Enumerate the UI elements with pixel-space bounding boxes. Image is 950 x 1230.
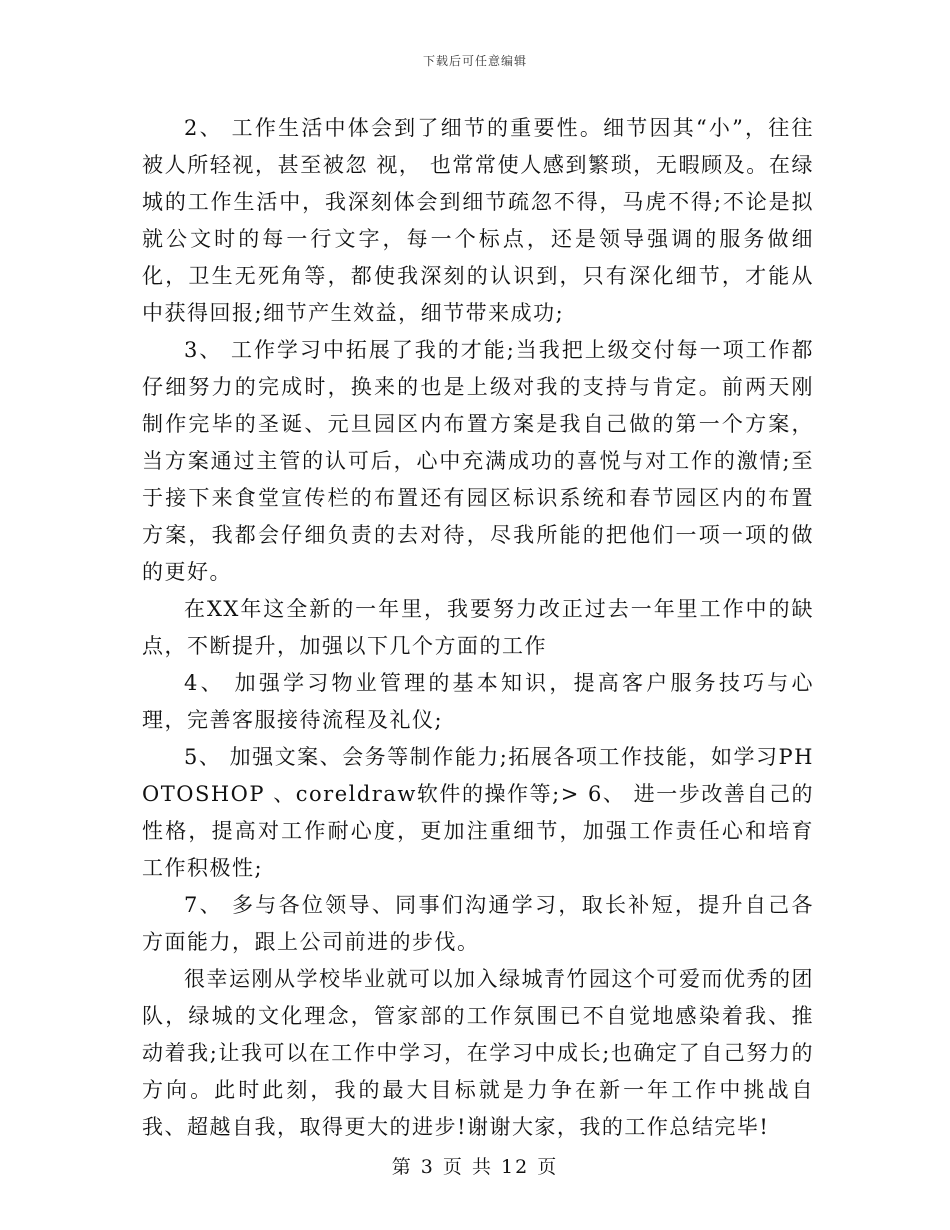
paragraph-item-7: 7、 多与各位领导、同事们沟通学习，取长补短，提升自己各方面能力，跟上公司前进的步伐。 bbox=[142, 893, 814, 954]
paragraph-item-2: 2、 工作生活中体会到了细节的重要性。细节因其“小”，往往被人所轻视，甚至被忽 视， 也常常使人感到繁琐，无暇顾及。在绿城的工作生活中，我深刻体会到细节疏忽不得，马虎不得;不论是拟就公文时的每一行文字，每一个标点，还是领导强调的服务做细化，卫生无死角等，都使我深刻的认识到，只有深化细节，才能从中获得回报;细节产生效益，细节带来成功; bbox=[142, 116, 814, 325]
paragraph-new-year-intro: 在XX年这全新的一年里，我要努力改正过去一年里工作中的缺点，不断提升，加强以下几个方面的工作 bbox=[142, 597, 814, 658]
paragraph-closing: 很幸运刚从学校毕业就可以加入绿城青竹园这个可爱而优秀的团队，绿城的文化理念，管家部的工作氛围已不自觉地感染着我、推动着我;让我可以在工作中学习，在学习中成长;也确定了自己努力的方向。此时此刻，我的最大目标就是力争在新一年工作中挑战自我、超越自我，取得更大的进步!谢谢大家，我的工作总结完毕! bbox=[142, 967, 814, 1139]
paragraph-item-4: 4、 加强学习物业管理的基本知识，提高客户服务技巧与心理，完善客服接待流程及礼仪; bbox=[142, 671, 814, 732]
paragraph-item-5-6: 5、 加强文案、会务等制作能力;拓展各项工作技能，如学习PHOTOSHOP 、coreldraw软件的操作等;> 6、 进一步改善自己的性格，提高对工作耐心度，更加注重细节，加强工作责任心和培育工作积极性; bbox=[142, 745, 814, 880]
document-body bbox=[142, 110, 814, 1146]
paragraph-item-3: 3、 工作学习中拓展了我的才能;当我把上级交付每一项工作都仔细努力的完成时，换来的也是上级对我的支持与肯定。前两天刚制作完毕的圣诞、元旦园区内布置方案是我自己做的第一个方案，当方案通过主管的认可后，心中充满成功的喜悦与对工作的激情;至于接下来食堂宣传栏的布置还有园区标识系统和春节园区内的布置方案，我都会仔细负责的去对待，尽我所能的把他们一项一项的做的更好。 bbox=[142, 338, 814, 584]
page-number: 第 3 页 共 12 页 bbox=[391, 1156, 559, 1178]
page-header: 下载后可任意编辑 bbox=[422, 54, 527, 68]
